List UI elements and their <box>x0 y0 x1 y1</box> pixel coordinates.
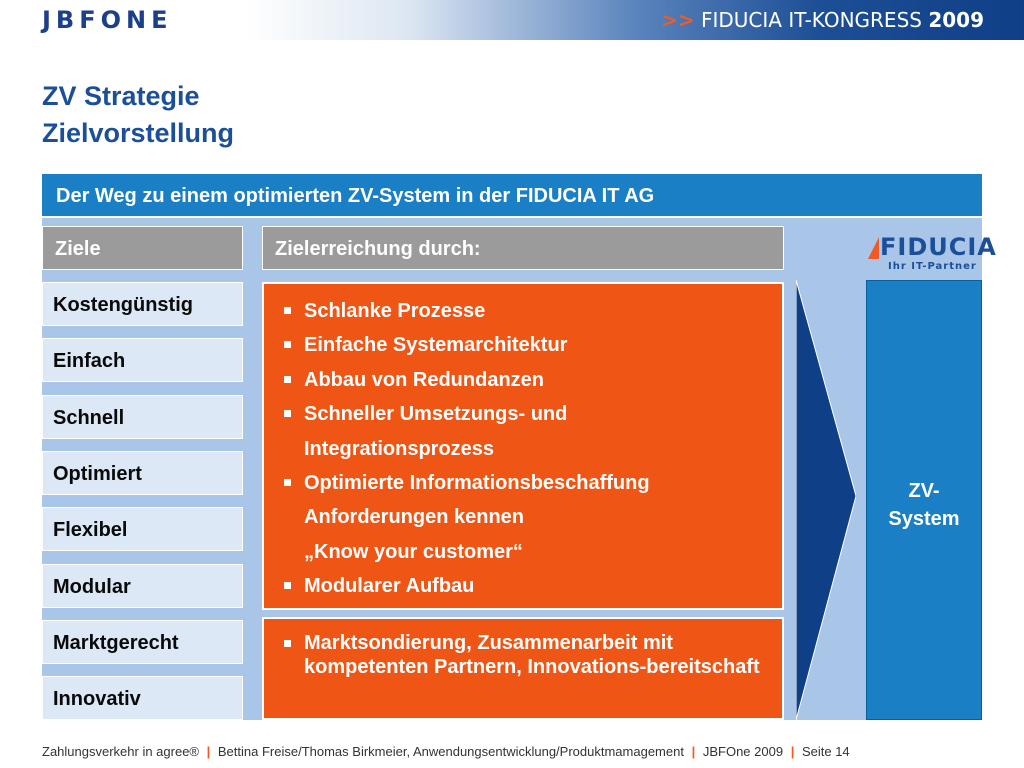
measure-item <box>276 363 772 397</box>
footer-authors: Bettina Freise/Thomas Birkmeier, Anwendungsentwicklung/Produktmamagement <box>217 744 684 759</box>
title-line-2: Zielvorstellung <box>42 118 235 148</box>
measures-list <box>276 294 772 604</box>
title-line-1: ZV Strategie <box>42 81 200 111</box>
fiducia-name: FIDUCIA <box>880 233 997 261</box>
square-bullet-icon <box>284 640 291 647</box>
zv-label-line-1: ZV- <box>908 480 940 502</box>
achievement-column-heading: Zielerreichung durch: <box>262 226 784 270</box>
footer-separator: | <box>691 744 696 759</box>
measure-item <box>276 432 772 466</box>
square-bullet-icon <box>284 341 291 348</box>
measure-item <box>276 328 772 362</box>
jbfone-logo: JBFONE <box>42 6 173 34</box>
fiducia-tagline: Ihr IT-Partner <box>888 261 977 272</box>
measure-item <box>276 466 772 500</box>
measure-text: Optimierte Informationsbeschaffung <box>304 472 650 495</box>
footer-page: Seite 14 <box>801 744 850 759</box>
measure-text: Schneller Umsetzungs- und <box>304 403 568 426</box>
goal-item: Einfach <box>42 338 243 382</box>
goal-item: Optimiert <box>42 451 243 495</box>
partnership-list <box>276 631 772 679</box>
fiducia-logo <box>868 231 997 275</box>
fiducia-triangle-icon <box>868 237 879 259</box>
measure-item <box>276 294 772 328</box>
congress-title <box>661 8 984 32</box>
measure-text: Modularer Aufbau <box>304 575 475 598</box>
square-bullet-icon <box>284 582 291 589</box>
goal-item: Kostengünstig <box>42 282 243 326</box>
measure-text: „Know your customer“ <box>304 540 523 563</box>
arrow-icon <box>796 280 856 720</box>
measure-item <box>276 500 772 534</box>
goal-item: Innovativ <box>42 676 243 720</box>
measure-text: Integrationsprozess <box>304 437 495 460</box>
measure-item <box>276 569 772 603</box>
footer-separator: | <box>206 744 211 759</box>
square-bullet-icon <box>284 410 291 417</box>
measure-item <box>276 397 772 431</box>
congress-prefix: >> <box>661 8 695 32</box>
measure-text: Schlanke Prozesse <box>304 300 486 322</box>
partnership-item <box>276 631 772 679</box>
footer-separator: | <box>790 744 795 759</box>
banner-heading: Der Weg zu einem optimierten ZV-System in der FIDUCIA IT AG <box>42 174 982 218</box>
page-title <box>42 78 234 152</box>
footer-event: JBFOne 2009 <box>702 744 784 759</box>
congress-year: 2009 <box>928 8 984 32</box>
goals-column-heading: Ziele <box>42 226 243 270</box>
square-bullet-icon <box>284 376 291 383</box>
goal-item: Schnell <box>42 395 243 439</box>
zv-system-box <box>866 280 982 720</box>
square-bullet-icon <box>284 479 291 486</box>
measure-text: Abbau von Redundanzen <box>304 368 544 391</box>
partnership-text: Marktsondierung, Zusammenarbeit mit kompetenten Partnern, Innovations-bereitschaft <box>304 632 760 678</box>
footer-topic: Zahlungsverkehr in agree® <box>42 744 199 759</box>
goal-item: Modular <box>42 564 243 608</box>
measure-text: Anforderungen kennen <box>304 506 525 529</box>
goal-item: Flexibel <box>42 507 243 551</box>
partnership-box <box>262 617 784 720</box>
measure-text: Einfache Systemarchitektur <box>304 334 568 357</box>
zv-label-line-2: System <box>888 508 960 530</box>
measure-item <box>276 535 772 569</box>
zv-system-label <box>867 477 981 533</box>
square-bullet-icon <box>284 307 291 314</box>
congress-name: FIDUCIA IT-KONGRESS <box>700 8 922 32</box>
goal-item: Marktgerecht <box>42 620 243 664</box>
top-banner <box>0 0 1024 40</box>
footer <box>42 744 850 759</box>
measures-box <box>262 282 784 610</box>
